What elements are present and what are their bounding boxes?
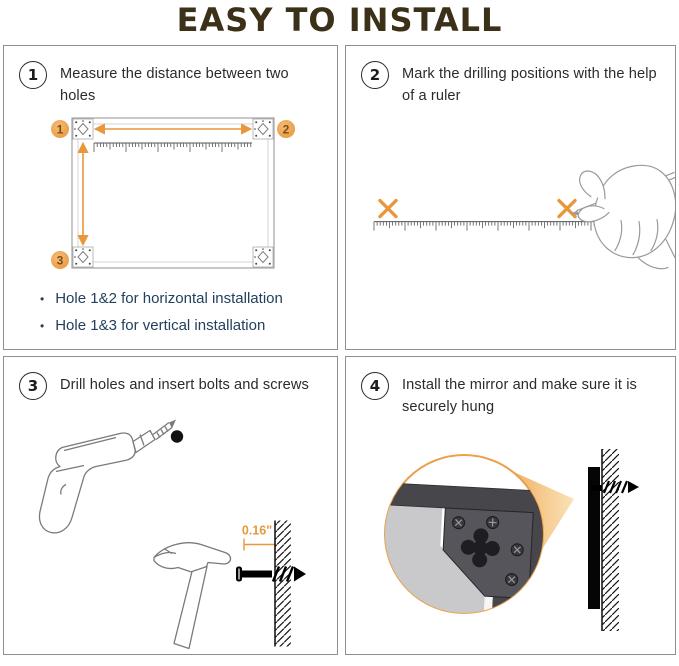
- hole-1-badge: [51, 120, 69, 138]
- depth-measure-bracket: [244, 538, 275, 550]
- hole-usage-vertical: • Hole 1&3 for vertical installation: [40, 317, 331, 334]
- drilling-diagram: [4, 400, 337, 654]
- mirror-measure-diagram: [4, 108, 337, 290]
- step-3-text: Drill holes and insert bolts and screws: [60, 372, 309, 397]
- hole-3-badge: [51, 251, 69, 269]
- instruction-grid: [0, 45, 679, 655]
- screw-icon: [236, 566, 306, 581]
- depth-label: 0.16": [242, 523, 272, 537]
- wall-hatching: [602, 449, 619, 631]
- hole-usage-list: [4, 290, 337, 334]
- hand-with-pencil-icon: [571, 165, 675, 268]
- hole-usage-horizontal: • Hole 1&2 for horizontal installation: [40, 290, 331, 307]
- wall-mount-illustration: [588, 449, 639, 631]
- step-3-header: [4, 357, 337, 400]
- ruler-icon: [374, 221, 596, 230]
- panel-step-4: [345, 356, 676, 655]
- step-1-number-badge: 1: [19, 61, 47, 89]
- step-4-number-badge: 4: [361, 372, 389, 400]
- panel-step-2: [345, 45, 676, 350]
- svg-text:2: 2: [283, 122, 290, 136]
- step-1-header: [4, 46, 337, 108]
- step-2-number-badge: 2: [361, 61, 389, 89]
- panel-step-3: [3, 356, 338, 655]
- step-3-number-badge: 3: [19, 372, 47, 400]
- drill-icon: [39, 419, 176, 532]
- drilled-hole-dot: [171, 430, 183, 442]
- marking-diagram: [346, 108, 675, 349]
- page-title: EASY TO INSTALL: [0, 2, 679, 39]
- step-4-header: [346, 357, 675, 419]
- panel-step-1: [3, 45, 338, 350]
- right-x-mark-icon: [559, 200, 575, 216]
- step-2-header: [346, 46, 675, 108]
- svg-text:1: 1: [57, 122, 64, 136]
- hammer-icon: [154, 543, 231, 649]
- left-x-mark-icon: [380, 200, 396, 216]
- step-1-text: Measure the distance between two holes: [60, 61, 325, 108]
- step-2-text: Mark the drilling positions with the help of a ruler: [402, 61, 663, 108]
- hole-2-badge: [277, 120, 295, 138]
- step-4-text: Install the mirror and make sure it is securely hung: [402, 372, 663, 419]
- hanging-diagram: [346, 419, 675, 655]
- wall-hatching: [275, 520, 291, 646]
- screw-wall-illustration: [236, 520, 306, 646]
- mirror-frame: [72, 118, 274, 268]
- svg-text:3: 3: [57, 253, 64, 267]
